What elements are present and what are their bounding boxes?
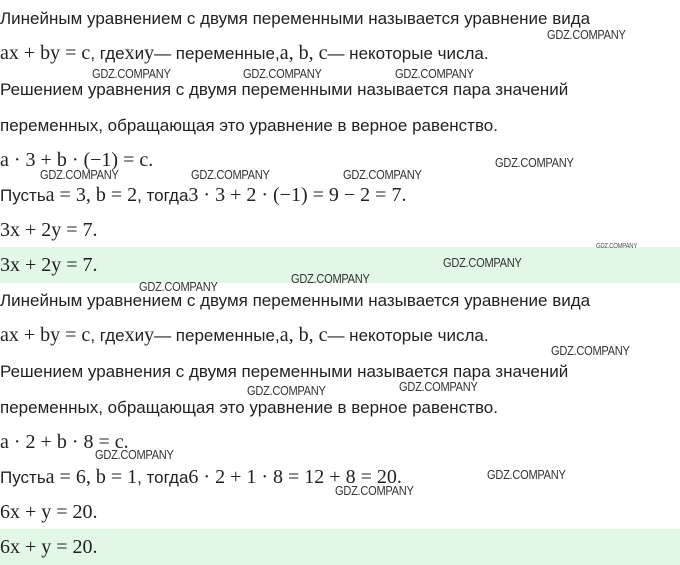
variable-y: y (144, 324, 155, 346)
watermark: GDZ.COMPANY (243, 66, 322, 81)
watermark: GDZ.COMPANY (95, 447, 174, 462)
coefficients: a, b, c (279, 324, 328, 346)
solution-definition-text: переменных, обращающая это уравнение в верное равенство. (0, 115, 498, 135)
watermark: GDZ.COMPANY (92, 66, 171, 81)
variable-x: x (124, 324, 135, 346)
definition-line-1 (0, 282, 680, 318)
result-equation: 3x + 2y = 7. (0, 219, 98, 241)
definition-text: Линейным уравнением с двумя переменными называется уравнение вида (0, 290, 591, 310)
definition-text: Линейным уравнением с двумя переменными называется уравнение вида (0, 8, 591, 28)
coefficients: a, b, c (279, 42, 328, 64)
watermark: GDZ.COMPANY (495, 155, 574, 170)
result-line (0, 212, 680, 248)
let-values: a = 3, b = 2 (45, 184, 138, 206)
solution-definition-line-2 (0, 107, 680, 143)
watermark: GDZ.COMPANY (139, 279, 218, 294)
then-label: , тогда (137, 467, 189, 487)
watermark: GDZ.COMPANY (399, 379, 478, 394)
solution-definition-text: Решением уравнения с двумя переменными называется пара значений (0, 79, 569, 99)
watermark: GDZ.COMPANY (247, 383, 326, 398)
variable-y: y (144, 42, 155, 64)
watermark: GDZ.COMPANY (487, 467, 566, 482)
let-label: Пусть (0, 467, 46, 487)
let-label: Пусть (0, 185, 46, 205)
watermark: GDZ.COMPANY (343, 167, 422, 182)
template-equation: a · 2 + b · 8 = c. (0, 431, 129, 453)
template-equation: a · 3 + b · (−1) = c. (0, 149, 154, 171)
watermark: GDZ.COMPANY (40, 167, 119, 182)
solution-definition-text: переменных, обращающая это уравнение в верное равенство. (0, 397, 498, 417)
definition-text: — некоторые числа. (327, 43, 489, 63)
result-equation: 6x + y = 20. (0, 501, 98, 523)
watermark: GDZ.COMPANY (335, 483, 414, 498)
answer-box (0, 529, 680, 565)
general-equation: ax + by = c (0, 42, 91, 64)
check-computation: 3 · 3 + 2 · (−1) = 9 − 2 = 7. (188, 184, 407, 206)
definition-text: и (134, 325, 145, 345)
result-line (0, 494, 680, 530)
definition-text: — переменные, (154, 43, 280, 63)
check-computation: 6 · 2 + 1 · 8 = 12 + 8 = 20. (188, 466, 402, 488)
solution-definition-text: Решением уравнения с двумя переменными называется пара значений (0, 361, 569, 381)
watermark: GDZ.COMPANY (443, 255, 522, 270)
definition-text: — переменные, (154, 325, 280, 345)
substitution-line (0, 177, 680, 213)
variable-x: x (124, 42, 135, 64)
watermark: GDZ.COMPANY (547, 27, 626, 42)
watermark: GDZ.COMPANY (291, 271, 370, 286)
solution-definition-line-1 (0, 353, 680, 389)
answer-equation: 6x + y = 20. (0, 536, 98, 558)
definition-text: , где (90, 43, 125, 63)
general-equation: ax + by = c (0, 324, 91, 346)
then-label: , тогда (137, 185, 189, 205)
let-values: a = 6, b = 1 (45, 466, 138, 488)
answer-equation: 3x + 2y = 7. (0, 254, 98, 276)
watermark: GDZ.COMPANY (596, 243, 638, 250)
definition-text: — некоторые числа. (327, 325, 489, 345)
definition-text: и (134, 43, 145, 63)
watermark: GDZ.COMPANY (551, 343, 630, 358)
watermark: GDZ.COMPANY (191, 167, 270, 182)
solution-definition-line-2 (0, 389, 680, 425)
definition-text: , где (90, 325, 125, 345)
watermark: GDZ.COMPANY (395, 66, 474, 81)
